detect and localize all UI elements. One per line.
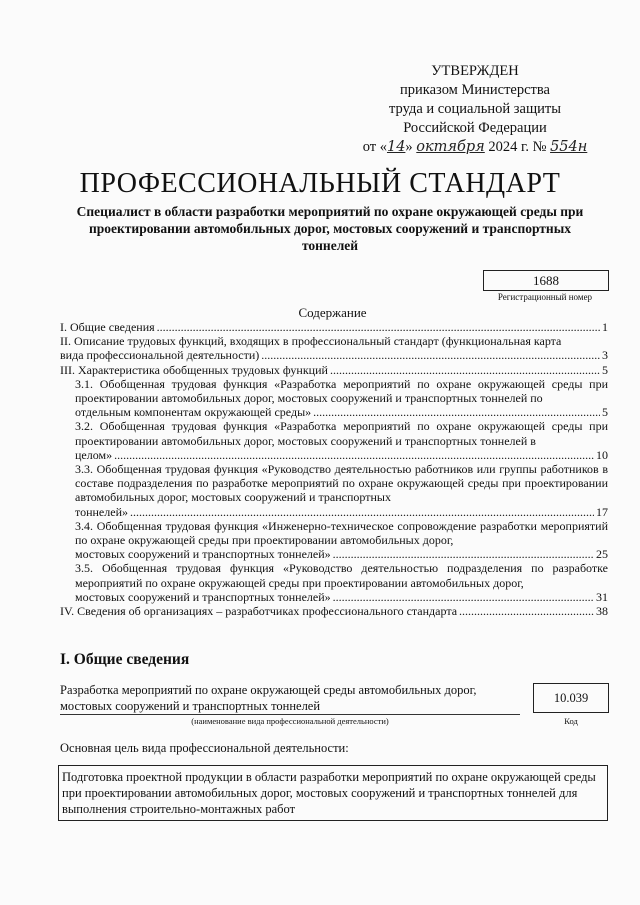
toc-page-number: 38: [596, 604, 608, 619]
divider: [60, 714, 520, 715]
code-caption: Код: [564, 716, 578, 726]
approval-line: Российской Федерации: [403, 120, 547, 136]
approval-stamp: [360, 62, 590, 157]
toc-entry-text: III. Характеристика обобщенных трудовых функций: [60, 362, 328, 377]
toc-leader-dots: [261, 348, 600, 362]
date-year: 2024 г. №: [484, 139, 551, 155]
toc-entry-text: 3.3. Обобщенная трудовая функция «Руководство деятельностью работников или группы работников в составе подразделения по разработке мероприятий по охране окружающей среды при проектировании автомобильных дорог, мостовых сооружений и транспортных: [75, 462, 608, 505]
registration-label: Регистрационный номер: [497, 292, 593, 302]
activity-name: Разработка мероприятий по охране окружающей среды автомобильных дорог, мостовых сооружений и транспортных тоннелей: [60, 683, 477, 713]
goal-box: Подготовка проектной продукции в области разработки мероприятий по охране окружающей среды при проектировании автомобильных дорог, мостовых сооружений и транспортных тоннелей для выполнения строительно-монтажных работ: [58, 765, 608, 821]
page-title: ПРОФЕССИОНАЛЬНЫЙ СТАНДАРТ: [79, 168, 561, 199]
toc-entry-text: вида профессиональной деятельности): [60, 348, 260, 363]
toc-entry-text: мостовых сооружений и транспортных тоннелей»: [75, 547, 331, 562]
toc-entry[interactable]: [60, 604, 608, 618]
registration-number-box: 1688: [483, 270, 609, 291]
toc-page-number: 5: [602, 405, 608, 420]
toc-entry[interactable]: [60, 519, 608, 562]
toc-entry-text: целом»: [75, 447, 113, 462]
toc-entry-text: IV. Сведения об организациях – разработчиках профессионального стандарта: [60, 604, 458, 619]
toc-page-number: 17: [596, 504, 608, 519]
toc-entry-text: I. Общие сведения: [60, 320, 155, 334]
toc-entry-text: 3.4. Обобщенная трудовая функция «Инженерно-техническое сопровождение разработки мероприятий по охране окружающей среды при проектировании автомобильных дорог,: [75, 518, 608, 548]
toc-entry-text: II. Описание трудовых функций, входящих в профессиональный стандарт (функциональная карта: [60, 334, 562, 349]
toc-page-number: 5: [602, 362, 608, 377]
toc-leader-dots: [330, 363, 600, 377]
table-of-contents: [60, 320, 608, 618]
toc-leader-dots: [333, 547, 594, 561]
toc-entry[interactable]: [60, 419, 608, 462]
toc-leader-dots: [459, 604, 594, 618]
toc-entry-text: 3.2. Обобщенная трудовая функция «Разработка мероприятий по охране окружающей среды при проектировании автомобильных дорог, мостовых сооружений и транспортных тоннелей в: [75, 419, 608, 448]
toc-entry-text: тоннелей»: [75, 504, 128, 519]
section-heading: I. Общие сведения: [60, 651, 190, 668]
approval-date: [360, 138, 590, 157]
toc-entry[interactable]: [60, 462, 608, 519]
approval-line: приказом Министерства: [400, 82, 550, 98]
toc-entry[interactable]: [60, 561, 608, 604]
approval-line: труда и социальной защиты: [389, 101, 561, 117]
toc-leader-dots: [313, 405, 600, 419]
toc-page-number: 31: [596, 589, 608, 604]
date-prefix: от «: [362, 139, 387, 155]
goal-label: Основная цель вида профессиональной деятельности:: [60, 741, 349, 755]
toc-page-number: 3: [602, 348, 608, 363]
toc-leader-dots: [114, 448, 594, 462]
toc-leader-dots: [157, 320, 600, 334]
activity-caption: (наименование вида профессиональной деятельности): [191, 716, 389, 726]
toc-entry-text: 3.5. Обобщенная трудовая функция «Руководство деятельностью подразделения по разработке мероприятий по охране окружающей среды при проектировании автомобильных дорог,: [75, 561, 608, 590]
date-mid: »: [405, 139, 417, 155]
toc-leader-dots: [130, 505, 594, 519]
approval-line: УТВЕРЖДЕН: [431, 63, 519, 79]
handwritten-month: октября: [416, 139, 485, 155]
toc-title: Содержание: [298, 305, 367, 320]
toc-entry[interactable]: [60, 377, 608, 420]
toc-entry-text: отдельным компонентам окружающей среды»: [75, 405, 312, 420]
toc-entry-text: 3.1. Обобщенная трудовая функция «Разработка мероприятий по охране окружающей среды при проектировании автомобильных дорог, мостовых сооружений и транспортных тоннелей по: [75, 376, 608, 406]
toc-entry[interactable]: [60, 334, 608, 362]
toc-leader-dots: [333, 590, 594, 604]
toc-page-number: 10: [596, 447, 608, 462]
document-subtitle: Специалист в области разработки мероприятий по охране окружающей среды при проектировании автомобильных дорог, мостовых сооружений и транспортных тоннелей: [76, 204, 584, 253]
toc-page-number: 25: [596, 547, 608, 562]
toc-entry-text: мостовых сооружений и транспортных тоннелей»: [75, 589, 331, 604]
handwritten-number: 554н: [550, 139, 588, 155]
toc-entry[interactable]: [60, 363, 608, 377]
toc-entry[interactable]: [60, 320, 608, 334]
handwritten-day: 14: [386, 139, 406, 155]
toc-page-number: 1: [602, 320, 608, 334]
activity-code-box: 10.039: [533, 683, 609, 713]
